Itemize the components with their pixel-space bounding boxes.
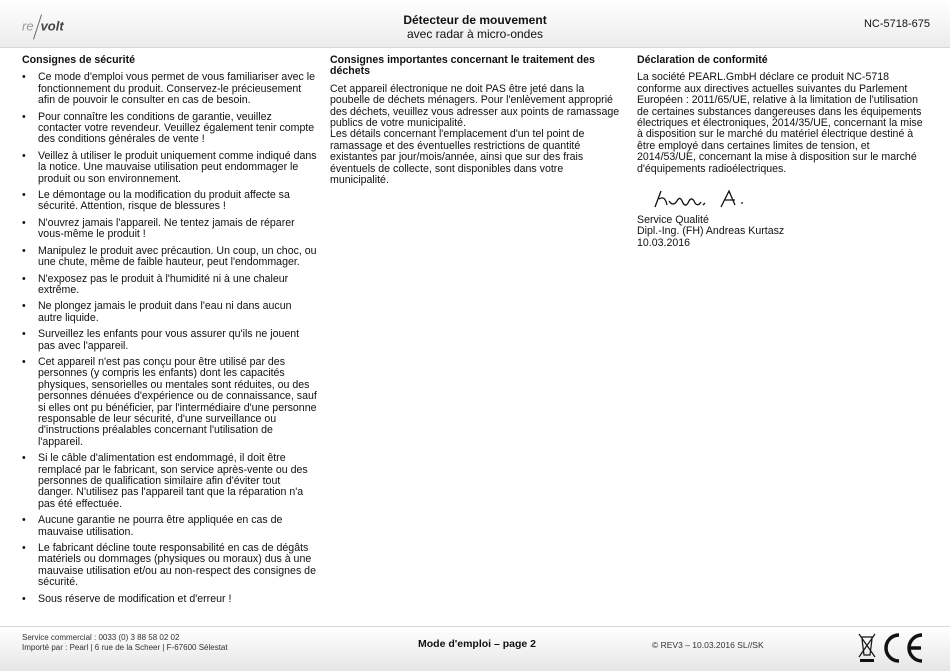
safety-column — [22, 55, 318, 610]
document-title — [0, 13, 950, 41]
certification-marks — [858, 632, 924, 664]
safety-item: • Ce mode d'emploi vous permet de vous familiariser avec le fonctionnement du produit. Conservez-le précieusement afin de pouvoir le consulter en cas de besoin. — [22, 72, 318, 106]
safety-item: • Si le câble d'alimentation est endommagé, il doit être remplacé par le fabricant, son service après-vente ou des personnes de qualification similaire afin d'éviter tout danger. N'utilisez pas l'appareil tant que la réparation n'a pas été effectuée. — [22, 453, 318, 510]
safety-item: • N'exposez pas le produit à l'humidité ni à une chaleur extrême. — [22, 274, 318, 297]
weee-bin-icon — [858, 633, 876, 663]
conformity-column — [637, 55, 929, 249]
safety-item: • Ne plongez jamais le produit dans l'eau ni dans aucun autre liquide. — [22, 301, 318, 324]
revision: © REV3 – 10.03.2016 SL//SK — [652, 640, 764, 650]
page-header — [0, 0, 950, 48]
ce-mark-icon — [880, 632, 924, 664]
safety-item: • Le fabricant décline toute responsabilité en cas de dégâts matériels ou dommages (physiques ou moraux) dus à une mauvaise utilisation et/ou au non-respect des consignes de sécurité. — [22, 543, 318, 589]
safety-item: • Cet appareil n'est pas conçu pour être utilisé par des personnes (y compris les enfants) dont les capacités physiques, sensorielles ou mentales sont réduites, ou des personnes dénuées d'expérience ou de connaissance, sauf si elles ont pu bénéficier, par l'intermédiaire d'une personne responsable de leur sécurité, d'une surveillance ou d'instructions préalables concernant l'utilisation de l'appareil. — [22, 357, 318, 448]
product-subtitle: avec radar à micro-ondes — [406, 27, 544, 41]
product-code: NC-5718-675 — [863, 18, 930, 30]
safety-list — [22, 72, 318, 605]
safety-heading: Consignes de sécurité — [22, 54, 136, 66]
waste-heading: Consignes importantes concernant le traitement des déchets — [330, 54, 595, 78]
safety-item: • Sous réserve de modification et d'erreur ! — [22, 594, 318, 605]
conformity-heading: Déclaration de conformité — [637, 54, 768, 66]
safety-item: • Veillez à utiliser le produit uniquement comme indiqué dans la notice. Une mauvaise utilisation peut endommager le produit ou son environnement. — [22, 151, 318, 185]
service-phone: Service commercial : 0033 (0) 3 88 58 02 02 — [22, 633, 180, 642]
footer-contact — [22, 633, 228, 653]
waste-paragraph: Cet appareil électronique ne doit PAS être jeté dans la poubelle de déchets ménagers. Pour l'enlèvement approprié des déchets, veuillez vous adresser aux points de ramassage publics de votre municipalité. — [330, 82, 620, 130]
safety-item: • Pour connaître les conditions de garantie, veuillez contacter votre revendeur. Veuillez également tenir compte des conditions générales de vente ! — [22, 112, 318, 146]
signature-date: 10.03.2016 — [637, 236, 691, 249]
page-footer — [0, 626, 950, 671]
safety-item: • Aucune garantie ne pourra être appliquée en cas de mauvaise utilisation. — [22, 515, 318, 538]
safety-item: • Surveillez les enfants pour vous assurer qu'ils ne jouent pas avec l'appareil. — [22, 329, 318, 352]
safety-item: • Le démontage ou la modification du produit affecte sa sécurité. Attention, risque de blessures ! — [22, 190, 318, 213]
signer-role: Service Qualité — [637, 214, 709, 227]
page-label: Mode d'emploi – page 2 — [418, 638, 537, 650]
waste-column — [330, 55, 622, 186]
signer-name: Dipl.-Ing. (FH) Andreas Kurtasz — [637, 225, 785, 238]
product-title: Détecteur de mouvement — [403, 13, 547, 27]
safety-item: • Manipulez le produit avec précaution. Un coup, un choc, ou une chute, même de faible hauteur, peut l'endommager. — [22, 246, 318, 269]
safety-item: • N'ouvrez jamais l'appareil. Ne tentez jamais de réparer vous-même le produit ! — [22, 218, 318, 241]
conformity-paragraph: La société PEARL.GmbH déclare ce produit NC-5718 conforme aux directives actuelles suivantes du Parlement Européen : 2011/65/UE, relative à la limitation de l'utilisation de certaines substances dangereuses dans les équipements électriques et électroniques, 2014/35/UE, concernant la mise à disposition sur le marché du matériel électrique destiné à être employé dans certaines limites de tension, et 2014/53/UE, concernant la mise à disposition sur le marché d'équipements radioélectriques. — [637, 71, 923, 175]
waste-paragraph: Les détails concernant l'emplacement d'un tel point de ramassage et des éventuelles restrictions de quantité existantes par jour/mois/année, ainsi que sur des frais éventuels de collecte, sont disponibles dans votre municipalité. — [330, 128, 585, 187]
revolt-logo: re volt — [22, 14, 64, 40]
importer-address: Importé par : Pearl | 6 rue de la Scheer | F-67600 Sélestat — [22, 643, 228, 652]
signature — [651, 187, 761, 211]
